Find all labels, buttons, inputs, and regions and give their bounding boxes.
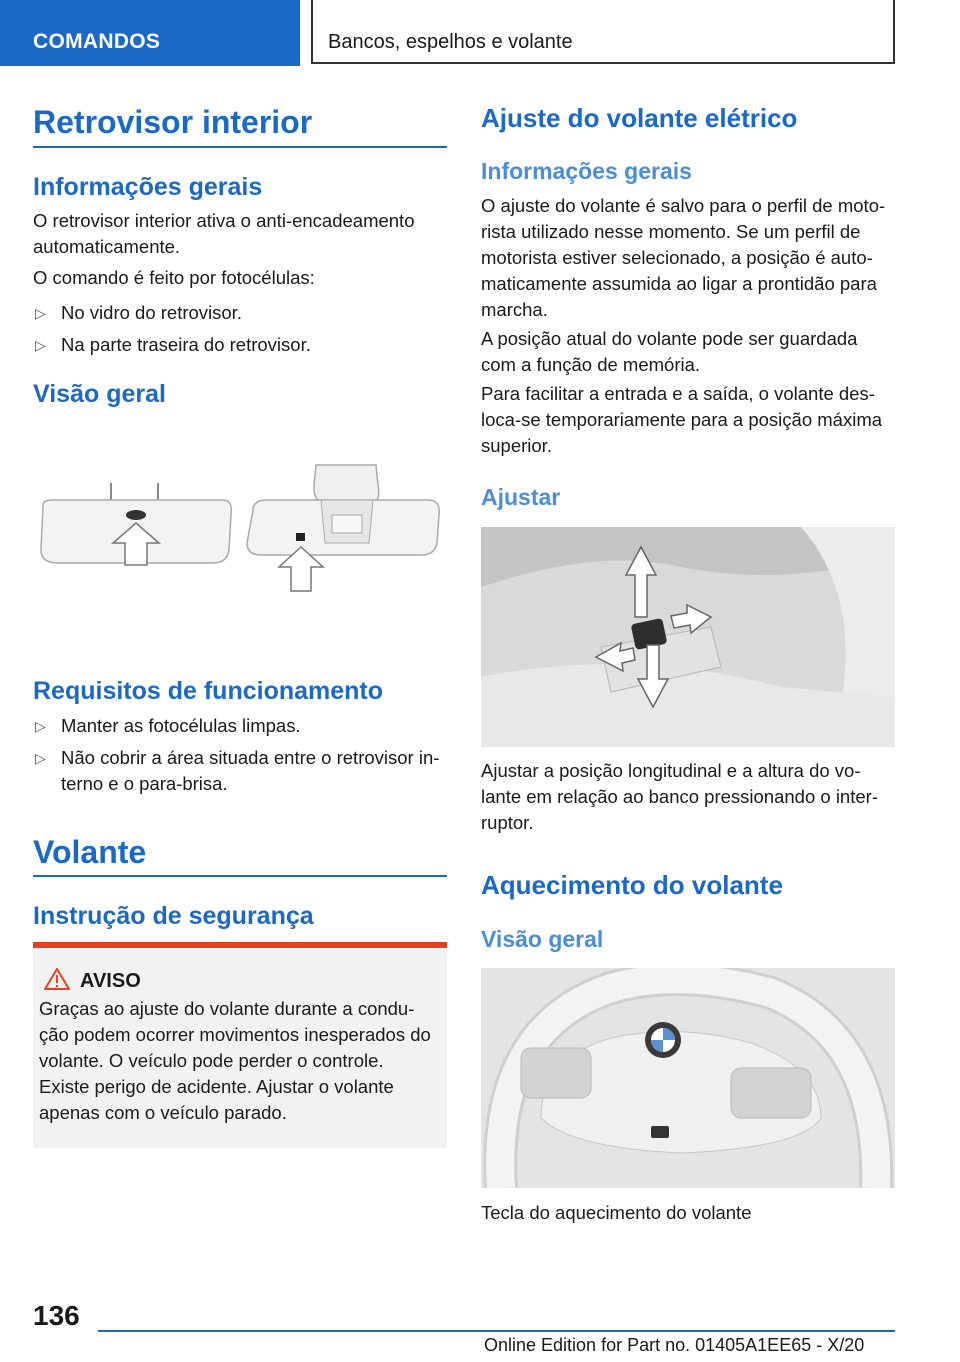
chapter-title: Bancos, espelhos e volante [311,0,895,64]
electric-info-paragraph-2: A posição atual do volante pode ser guardada com a função de memória. [481,328,858,375]
bullet-triangle-icon: ▷ [35,718,46,734]
title-rule [33,875,447,877]
bullet-triangle-icon: ▷ [35,305,46,321]
safety-title: Instrução de segurança [33,902,314,930]
heating-overview-title: Visão geral [481,926,604,952]
electric-info-title: Informações gerais [481,158,692,184]
rear-mirror-illustration [33,455,447,615]
list-item: ▷ Não cobrir a área situada entre o retrovisor in-terno e o para-brisa. [35,747,440,794]
steering-wheel-title: Volante [33,834,147,870]
page-number: 136 [33,1300,80,1331]
section-tab: COMANDOS [0,0,300,66]
mirror-overview-title: Visão geral [33,380,166,408]
footer-rule [98,1330,895,1332]
list-item: ▷ Manter as fotocélulas limpas. [33,713,447,739]
warning-icon [44,968,70,990]
heating-caption: Tecla do aquecimento do volante [481,1202,752,1223]
warning-text: Graças ao ajuste do volante durante a condu-ção podem ocorrer movimentos inesperados do volante. O veículo pode perder o controle. Existe perigo de acidente. Ajustar o volante apenas com o veículo parado. [39,998,431,1123]
mirror-info-title: Informações gerais [33,173,263,201]
list-item: ▷ No vidro do retrovisor. [33,300,447,326]
steering-wheel-illustration [481,968,895,1188]
steering-adjust-illustration [481,527,895,747]
title-rule [33,146,447,148]
edition-text: Online Edition for Part no. 01405A1EE65 - X/20 [484,1335,865,1355]
adjust-caption: Ajustar a posição longitudinal e a altura do vo-lante em relação ao banco pressionando o inter-ruptor. [481,760,878,833]
electric-info-paragraph-3: Para facilitar a entrada e a saída, o volante des-loca-se temporariamente para a posição máxima superior. [481,383,883,456]
electric-info-paragraph: O ajuste do volante é salvo para o perfil de moto-rista utilizado nesse momento. Se um perfil de motorista estiver selecionado, a posição é auto-maticamente assumida ao ligar a prontidão para marcha. [481,195,886,320]
warning-label: AVISO [80,970,141,992]
heating-title: Aquecimento do volante [481,870,783,900]
bullet-triangle-icon: ▷ [35,337,46,353]
mirror-title: Retrovisor interior [33,104,313,140]
mirror-info-paragraph: O retrovisor interior ativa o anti-encadeamento automaticamente. [33,210,415,257]
mirror-info-paragraph-2: O comando é feito por fotocélulas: [33,267,315,288]
requirements-title: Requisitos de funcionamento [33,677,384,705]
adjust-title: Ajustar [481,484,561,510]
electric-adjust-title: Ajuste do volante elétrico [481,103,798,133]
bullet-triangle-icon: ▷ [35,750,46,766]
list-item: ▷ Na parte traseira do retrovisor. [33,332,447,358]
